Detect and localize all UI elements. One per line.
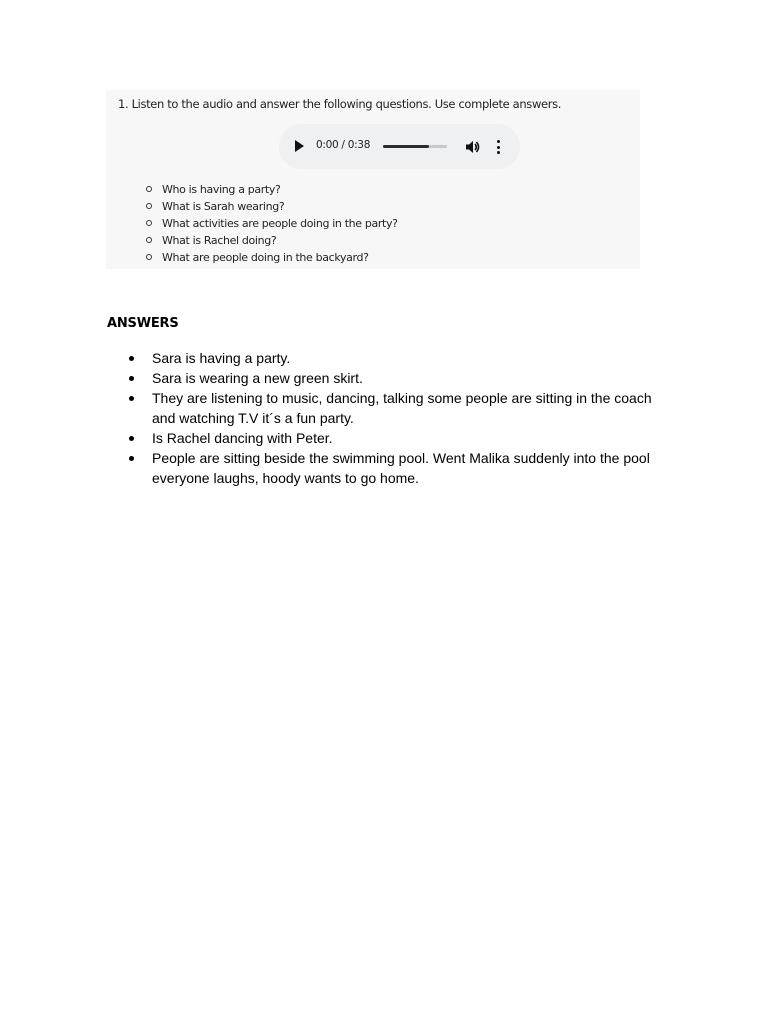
- question-item: What activities are people doing in the party?: [146, 215, 398, 232]
- bullet-icon: [129, 436, 134, 441]
- answers-heading: ANSWERS: [107, 316, 179, 331]
- answer-item: They are listening to music, dancing, talking some people are sitting in the coach and watching T.V it´s a fun party.: [128, 388, 668, 428]
- question-item: What is Sarah wearing?: [146, 198, 398, 215]
- more-vert-icon[interactable]: [491, 138, 507, 156]
- time-display: 0:00 / 0:38: [316, 139, 371, 151]
- question-item: Who is having a party?: [146, 181, 398, 198]
- answer-list: [128, 348, 668, 488]
- answer-item: Sara is having a party.: [128, 348, 668, 368]
- audio-player[interactable]: [279, 124, 520, 169]
- bullet-icon: [129, 356, 134, 361]
- answer-item: Is Rachel dancing with Peter.: [128, 428, 668, 448]
- volume-icon[interactable]: [465, 139, 481, 155]
- seek-bar-fill: [383, 145, 429, 148]
- seek-bar[interactable]: [383, 145, 447, 148]
- exercise-instruction: 1. Listen to the audio and answer the following questions. Use complete answers.: [118, 97, 562, 111]
- embedded-screenshot: [106, 90, 640, 269]
- question-list: [146, 181, 398, 266]
- bullet-icon: [129, 456, 134, 461]
- play-icon[interactable]: [295, 140, 304, 152]
- answer-item: Sara is wearing a new green skirt.: [128, 368, 668, 388]
- circle-bullet-icon: [146, 186, 152, 192]
- question-item: What are people doing in the backyard?: [146, 249, 398, 266]
- answer-item: People are sitting beside the swimming pool. Went Malika suddenly into the pool everyone laughs, hoody wants to go home.: [128, 448, 668, 488]
- circle-bullet-icon: [146, 220, 152, 226]
- circle-bullet-icon: [146, 203, 152, 209]
- question-item: What is Rachel doing?: [146, 232, 398, 249]
- circle-bullet-icon: [146, 254, 152, 260]
- bullet-icon: [129, 396, 134, 401]
- bullet-icon: [129, 376, 134, 381]
- circle-bullet-icon: [146, 237, 152, 243]
